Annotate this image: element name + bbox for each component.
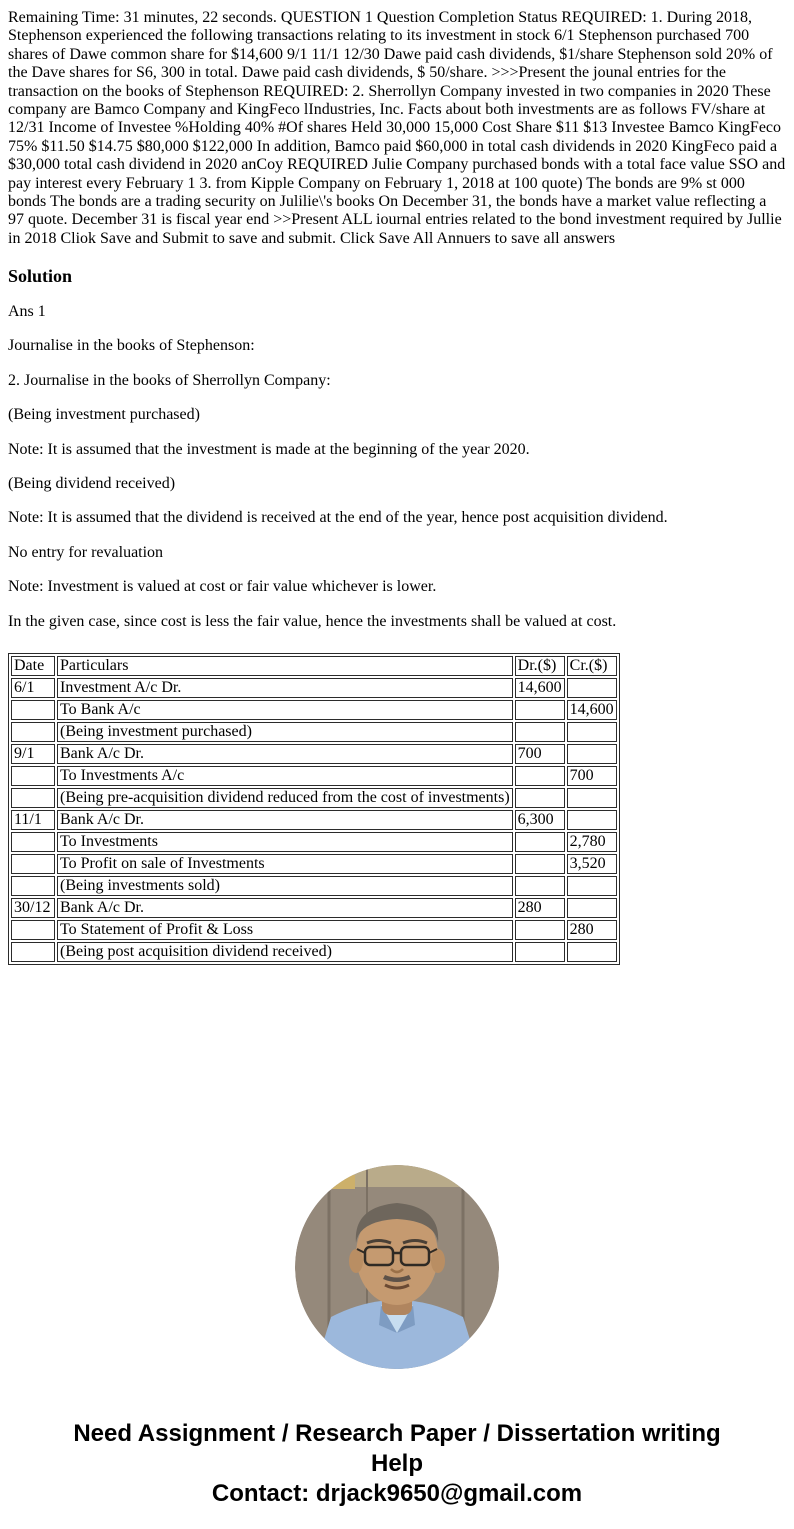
cell-particulars: Investment A/c Dr. [57, 678, 513, 698]
table-row [11, 920, 617, 940]
journal-entries-table [8, 653, 620, 965]
cell-dr [515, 700, 565, 720]
cell-cr: 280 [567, 920, 617, 940]
footer-help-text: Need Assignment / Research Paper / Dissertation writing Help [73, 1419, 721, 1477]
cell-particulars: Bank A/c Dr. [57, 744, 513, 764]
cell-dr [515, 722, 565, 742]
solution-paragraph: (Being dividend received) [8, 475, 176, 493]
cell-dr: 6,300 [515, 810, 565, 830]
cell-date [11, 700, 55, 720]
table-row [11, 700, 617, 720]
cell-dr [515, 766, 565, 786]
cell-particulars: To Investments A/c [57, 766, 513, 786]
header-date: Date [11, 656, 55, 676]
cell-cr: 2,780 [567, 832, 617, 852]
person-portrait-photo [295, 1165, 499, 1369]
header-dr: Dr.($) [515, 656, 565, 676]
cell-particulars: To Bank A/c [57, 700, 513, 720]
table-row [11, 744, 617, 764]
cell-particulars: Bank A/c Dr. [57, 810, 513, 830]
cell-date [11, 942, 55, 962]
solution-paragraph: Note: It is assumed that the investment is made at the beginning of the year 2020. [8, 440, 530, 458]
cell-date: 11/1 [11, 810, 55, 830]
cell-dr [515, 832, 565, 852]
cell-date [11, 766, 55, 786]
cell-date [11, 832, 55, 852]
table-row [11, 898, 617, 918]
solution-paragraph: No entry for revaluation [8, 543, 164, 561]
person-portrait-illustration [295, 1165, 499, 1369]
solution-paragraph: Journalise in the books of Stephenson: [8, 337, 255, 355]
table-row [11, 876, 617, 896]
cell-cr [567, 788, 617, 808]
cell-cr: 700 [567, 766, 617, 786]
solution-paragraph: Note: It is assumed that the dividend is received at the end of the year, hence post acquisition dividend. [8, 509, 668, 527]
cell-date [11, 876, 55, 896]
cell-particulars: (Being investment purchased) [57, 722, 513, 742]
table-row [11, 832, 617, 852]
cell-date [11, 854, 55, 874]
table-row [11, 722, 617, 742]
cell-dr: 14,600 [515, 678, 565, 698]
cell-dr [515, 942, 565, 962]
footer-banner [52, 1419, 742, 1509]
cell-cr [567, 678, 617, 698]
solution-paragraph: (Being investment purchased) [8, 406, 200, 424]
cell-cr [567, 810, 617, 830]
table-row [11, 854, 617, 874]
cell-date: 30/12 [11, 898, 55, 918]
cell-particulars: To Statement of Profit & Loss [57, 920, 513, 940]
solution-paragraph: 2. Journalise in the books of Sherrollyn Company: [8, 371, 331, 389]
cell-cr: 14,600 [567, 700, 617, 720]
table-row [11, 810, 617, 830]
table-header-row [11, 656, 617, 676]
cell-particulars: (Being post acquisition dividend received) [57, 942, 513, 962]
cell-particulars: To Investments [57, 832, 513, 852]
solution-paragraph: In the given case, since cost is less the fair value, hence the investments shall be valued at cost. [8, 612, 617, 630]
table-row [11, 766, 617, 786]
header-cr: Cr.($) [567, 656, 617, 676]
question-text: Remaining Time: 31 minutes, 22 seconds. QUESTION 1 Question Completion Status REQUIRED: 1. During 2018, Stephenson experienced the following transactions relating to its investment in stock 6/1 Stephenson purchased 700 shares of Dawe common share for $14,600 9/1 11/1 12/30 Dawe paid cash dividends, $1/share Stephenson sold 20% of the Dave shares for S6, 300 in total. Dawe paid cash dividends, $ 50/share. >>>Present the jounal entries for the transaction on the books of Stephenson REQUIRED: 2. Sherrollyn Company invested in two companies in 2020 These company are Bamco Company and KingFeco lIndustries, Inc. Facts about both investments are as follows FV/share at 12/31 Income of Investee %Holding 40% #Of shares Held 30,000 15,000 Cost Share $11 $13 Investee Bamco KingFeco 75% $11.50 $14.75 $80,000 $122,000 In addition, Bamco paid $60,000 in total cash dividends in 2020 KingFeco paid a $30,000 total cash dividend in 2020 anCoy REQUIRED Julie Company purchased bonds with a total face value SSO and pay interest every February 1 3. from Kipple Company on February 1, 2018 at 100 quote) The bonds are 9% st 000 bonds The bonds are a trading security on Julilie\'s books On December 31, the bonds have a market value reflecting a 97 quote. December 31 is fiscal year end >>Present ALL iournal entries related to the bond investment required by Jullie in 2018 Cliok Save and Submit to save and submit. Click Save All Annuers to save all answers [8, 9, 786, 247]
header-particulars: Particulars [57, 656, 513, 676]
profile-photo-container [8, 1165, 786, 1369]
cell-cr [567, 942, 617, 962]
cell-dr [515, 876, 565, 896]
cell-particulars: (Being pre-acquisition dividend reduced from the cost of investments) [57, 788, 513, 808]
cell-cr [567, 898, 617, 918]
cell-dr: 700 [515, 744, 565, 764]
cell-dr [515, 920, 565, 940]
cell-date [11, 788, 55, 808]
cell-cr [567, 744, 617, 764]
cell-particulars: To Profit on sale of Investments [57, 854, 513, 874]
solution-paragraph: Ans 1 [8, 303, 46, 321]
footer-contact-text: Contact: drjack9650@gmail.com [211, 1479, 583, 1507]
cell-particulars: Bank A/c Dr. [57, 898, 513, 918]
cell-cr [567, 876, 617, 896]
solution-heading: Solution [8, 266, 73, 287]
solution-paragraph: Note: Investment is valued at cost or fair value whichever is lower. [8, 578, 437, 596]
cell-date [11, 920, 55, 940]
cell-date [11, 722, 55, 742]
cell-dr: 280 [515, 898, 565, 918]
table-row [11, 942, 617, 962]
cell-dr [515, 788, 565, 808]
cell-particulars: (Being investments sold) [57, 876, 513, 896]
cell-dr [515, 854, 565, 874]
table-row [11, 678, 617, 698]
cell-date: 9/1 [11, 744, 55, 764]
cell-cr: 3,520 [567, 854, 617, 874]
cell-date: 6/1 [11, 678, 55, 698]
cell-cr [567, 722, 617, 742]
table-row [11, 788, 617, 808]
